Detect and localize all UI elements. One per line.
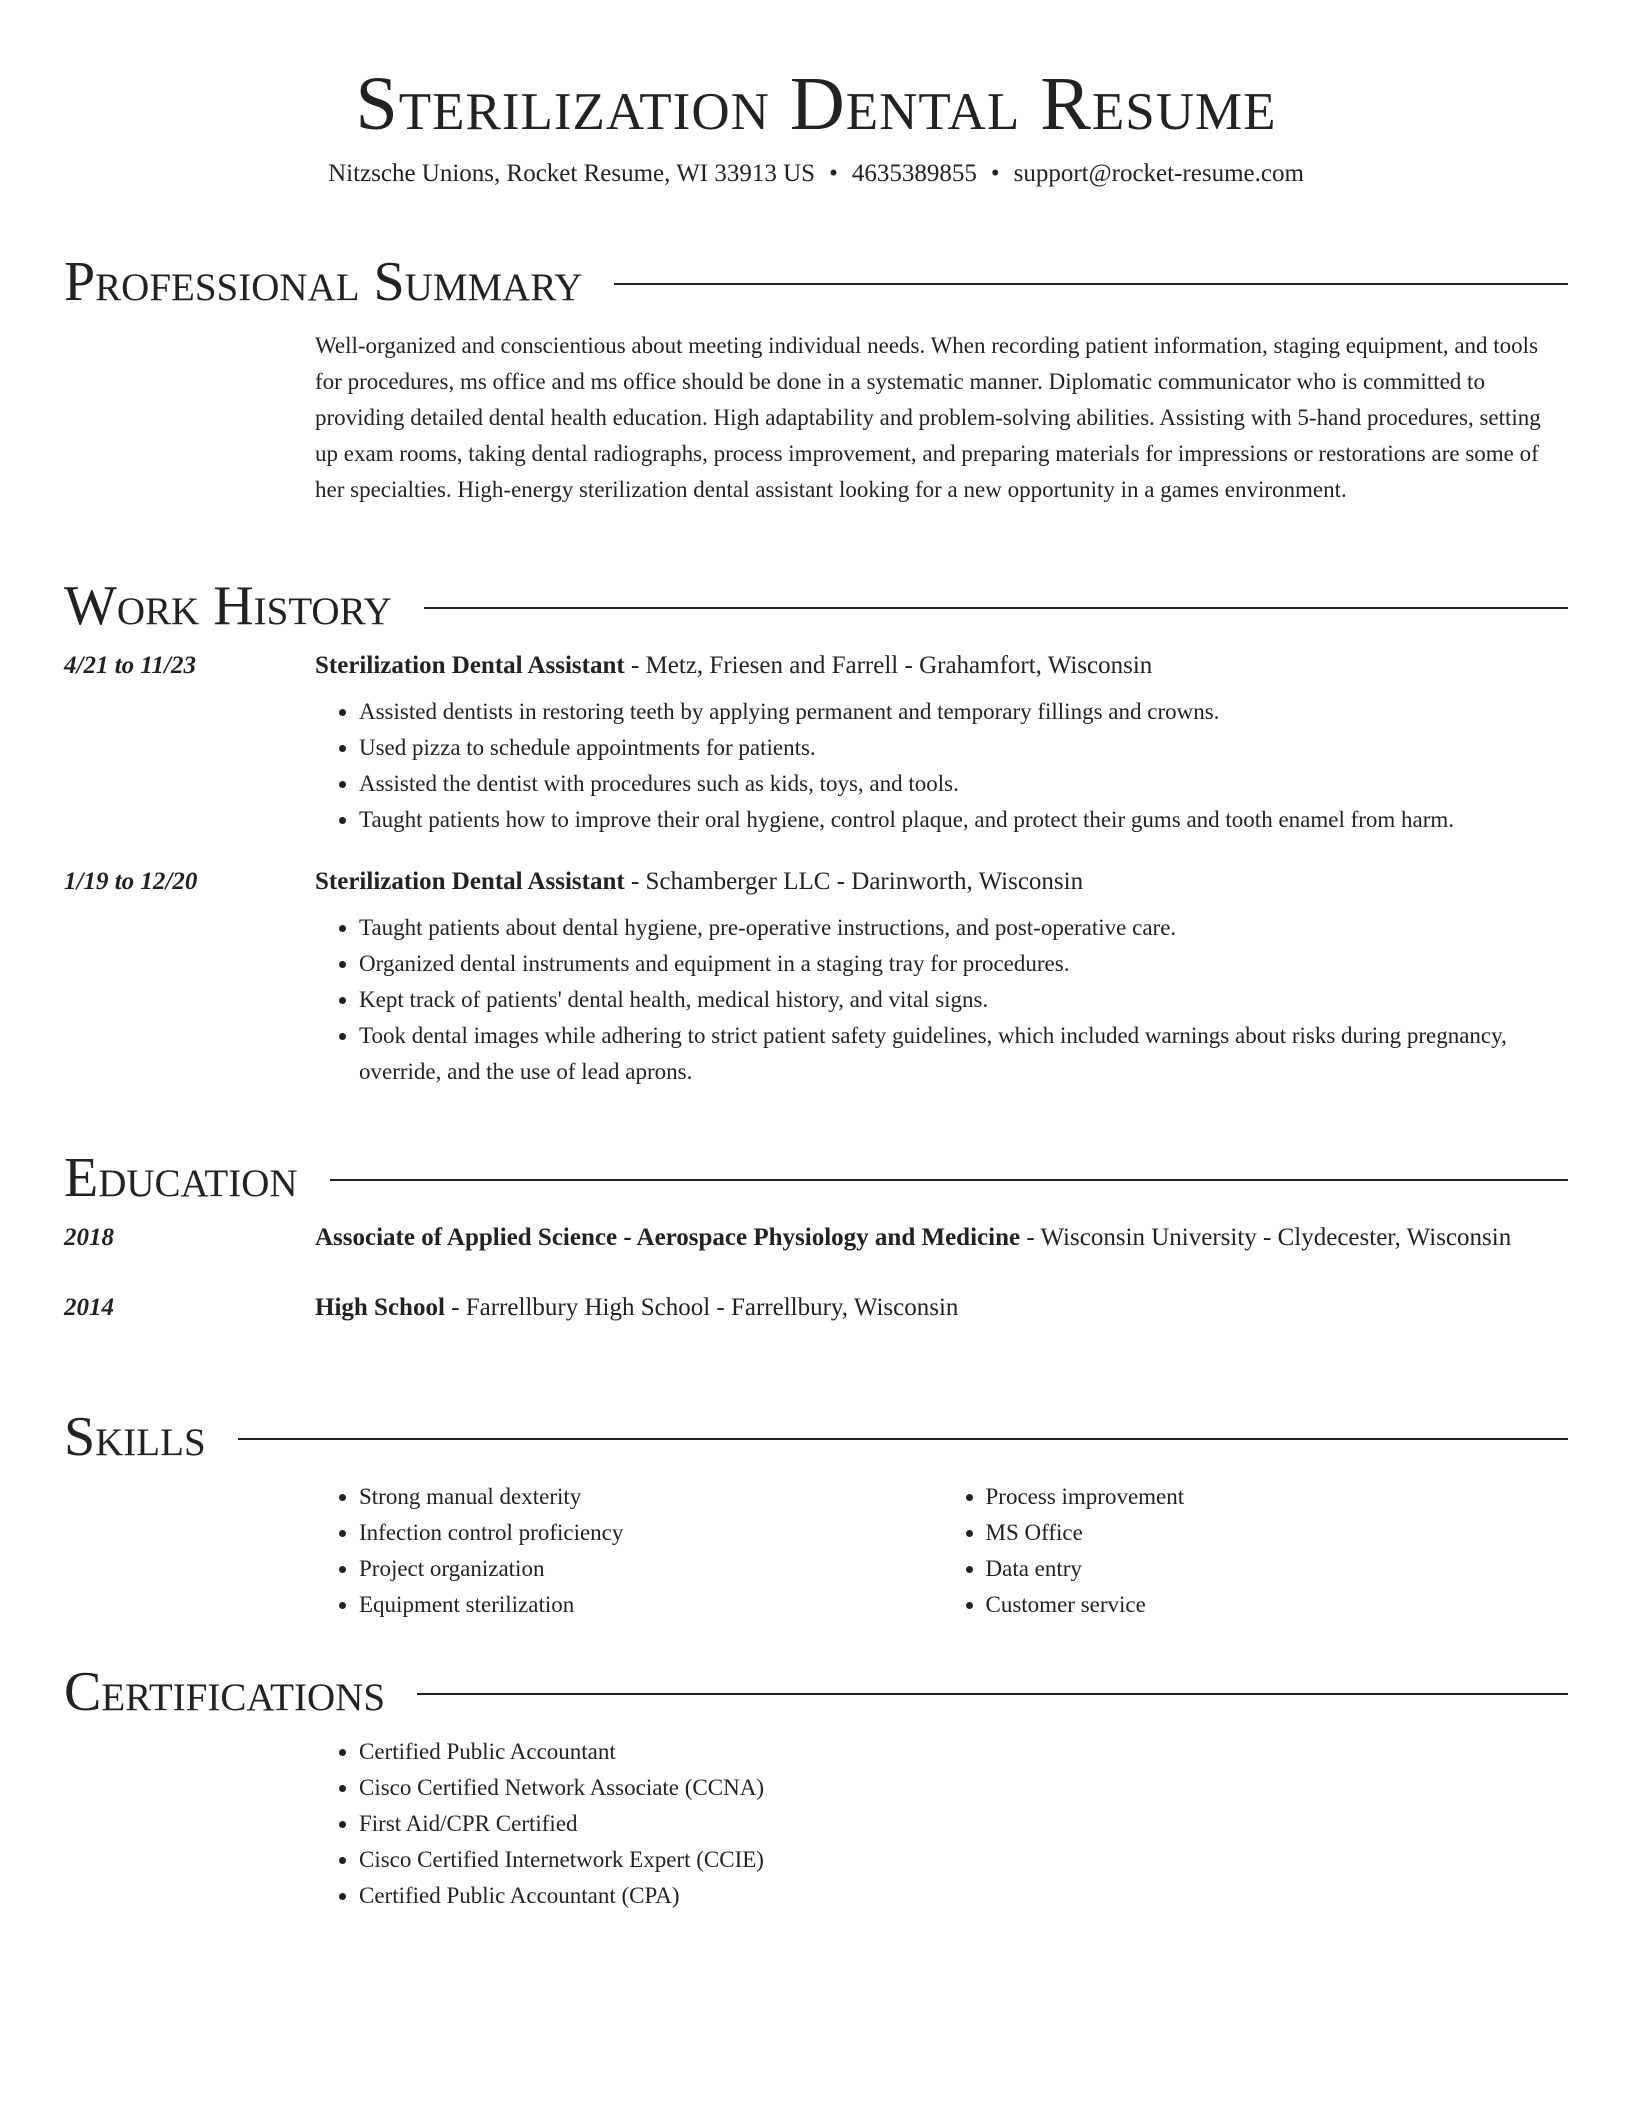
list-item: • Kept track of patients' dental health, medical history, and vital signs. <box>359 982 1568 1018</box>
job-entry <box>64 862 1568 1090</box>
job-title-line <box>315 862 1568 902</box>
job-dates: 1/19 to 12/20 <box>64 868 198 895</box>
list-item: • Organized dental instruments and equipment in a staging tray for procedures. <box>359 946 1568 982</box>
section-title: Education <box>64 1147 298 1209</box>
job-title: Sterilization Dental Assistant <box>315 868 625 895</box>
section-header <box>64 1405 1568 1469</box>
section-rule <box>424 607 1568 609</box>
list-item: • Equipment sterilization <box>359 1587 942 1623</box>
list-item: • MS Office <box>986 1515 1569 1551</box>
skills-column-left <box>315 1479 942 1623</box>
education-entry <box>64 1218 1568 1258</box>
job-header <box>64 646 1568 686</box>
list-item: • Cisco Certified Network Associate (CCNA) <box>359 1770 1568 1806</box>
degree: Associate of Applied Science - Aerospace Physiology and Medicine <box>315 1224 1021 1251</box>
phone: 4635389855 <box>851 160 977 187</box>
skills-section <box>64 1405 1568 1623</box>
list-item: • Data entry <box>986 1551 1569 1587</box>
list-item: • Cisco Certified Internetwork Expert (CCIE) <box>359 1842 1568 1878</box>
list-item: • Took dental images while adhering to strict patient safety guidelines, which included warnings about risks during pregnancy, override, and the use of lead aprons. <box>359 1018 1568 1090</box>
list-item: • Certified Public Accountant (CPA) <box>359 1878 1568 1914</box>
section-header <box>64 1146 1568 1210</box>
section-title: Certifications <box>64 1661 386 1723</box>
job-details: - Schamberger LLC - Darinworth, Wisconsin <box>624 868 1084 895</box>
certifications-list <box>315 1734 1568 1914</box>
school-details: - Wisconsin University - Clydecester, Wisconsin <box>1020 1224 1512 1251</box>
list-item: • Taught patients about dental hygiene, pre-operative instructions, and post-operative care. <box>359 910 1568 946</box>
list-item: • Certified Public Accountant <box>359 1734 1568 1770</box>
list-item: • First Aid/CPR Certified <box>359 1806 1568 1842</box>
job-bullets <box>315 910 1568 1090</box>
section-title: Professional Summary <box>64 251 583 313</box>
separator-dot: • <box>990 160 1000 187</box>
address: Nitzsche Unions, Rocket Resume, WI 33913 US <box>328 160 816 187</box>
education-year: 2014 <box>64 1294 114 1321</box>
job-title: Sterilization Dental Assistant <box>315 652 625 679</box>
section-rule <box>238 1438 1568 1440</box>
list-item: • Customer service <box>986 1587 1569 1623</box>
list-item: • Assisted the dentist with procedures such as kids, toys, and tools. <box>359 766 1568 802</box>
list-item: • Taught patients how to improve their oral hygiene, control plaque, and protect their gums and tooth enamel from harm. <box>359 802 1568 838</box>
contact-line <box>64 156 1568 192</box>
skills-column-right <box>942 1479 1569 1623</box>
email: support@rocket-resume.com <box>1013 160 1304 187</box>
skills-grid <box>315 1479 1568 1623</box>
education-year: 2018 <box>64 1224 114 1251</box>
degree: High School <box>315 1294 445 1321</box>
job-title-line <box>315 646 1568 686</box>
list-item: • Strong manual dexterity <box>359 1479 942 1515</box>
section-title: Skills <box>64 1406 206 1468</box>
section-header <box>64 574 1568 638</box>
section-header <box>64 250 1568 314</box>
list-item: • Assisted dentists in restoring teeth by applying permanent and temporary fillings and crowns. <box>359 694 1568 730</box>
work-history-section <box>64 574 1568 1090</box>
summary-section <box>64 250 1568 508</box>
section-title: Work History <box>64 575 392 637</box>
education-entry <box>64 1288 1568 1328</box>
job-details: - Metz, Friesen and Farrell - Grahamfort, Wisconsin <box>624 652 1153 679</box>
section-rule <box>614 283 1568 285</box>
education-line <box>315 1218 1568 1258</box>
resume-page <box>64 0 1568 1908</box>
job-header <box>64 862 1568 902</box>
list-item: • Process improvement <box>986 1479 1569 1515</box>
summary-text: Well-organized and conscientious about meeting individual needs. When recording patient information, staging equipment, and tools for procedures, ms office and ms office should be done in a systematic manner. Diplomatic communicator who is committed to providing detailed dental health education. High adaptability and problem-solving abilities. Assisting with 5-hand procedures, setting up exam rooms, taking dental radiographs, process improvement, and preparing materials for impressions or restorations are some of her specialties. High-energy sterilization dental assistant looking for a new opportunity in a games environment. <box>315 333 1541 502</box>
list-item: • Infection control proficiency <box>359 1515 942 1551</box>
section-rule <box>417 1693 1568 1695</box>
certifications-section <box>64 1660 1568 1914</box>
job-entry <box>64 646 1568 838</box>
list-item: • Project organization <box>359 1551 942 1587</box>
job-bullets <box>315 694 1568 838</box>
list-item: • Used pizza to schedule appointments for patients. <box>359 730 1568 766</box>
school-details: - Farrellbury High School - Farrellbury, Wisconsin <box>444 1294 959 1321</box>
section-header <box>64 1660 1568 1724</box>
section-rule <box>330 1179 1568 1181</box>
education-section <box>64 1146 1568 1328</box>
resume-title: Sterilization Dental Resume <box>355 62 1277 146</box>
education-line <box>315 1288 1568 1328</box>
job-dates: 4/21 to 11/23 <box>64 652 196 679</box>
separator-dot: • <box>829 160 838 187</box>
